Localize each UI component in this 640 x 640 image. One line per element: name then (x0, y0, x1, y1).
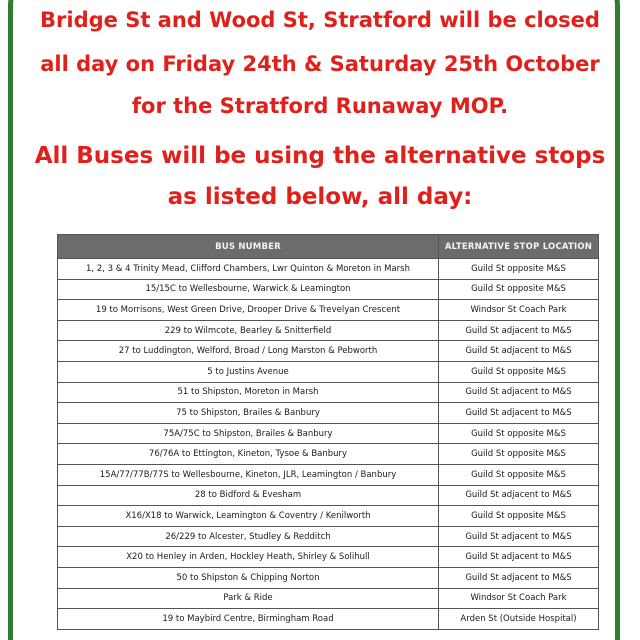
bus-number-cell: 15/15C to Wellesbourne, Warwick & Leamington (58, 279, 439, 300)
bus-number-cell: 26/229 to Alcester, Studley & Redditch (58, 526, 439, 547)
bus-number-cell: 5 to Justins Avenue (58, 361, 439, 382)
closure-notice-line-2: all day on Friday 24th & Saturday 25th October (40, 52, 600, 76)
bus-number-cell: 50 to Shipston & Chipping Norton (58, 567, 439, 588)
alternative-stop-cell: Guild St opposite M&S (439, 506, 599, 527)
bus-number-cell: 51 to Shipston, Moreton in Marsh (58, 382, 439, 403)
bus-number-cell: X16/X18 to Warwick, Leamington & Coventry / Kenilworth (58, 506, 439, 527)
alternative-stop-cell: Guild St adjacent to M&S (439, 341, 599, 362)
alternative-stop-cell: Windsor St Coach Park (439, 300, 599, 321)
alternative-stop-cell: Guild St adjacent to M&S (439, 403, 599, 424)
alternative-stop-cell: Guild St adjacent to M&S (439, 526, 599, 547)
alternative-stop-cell: Guild St adjacent to M&S (439, 485, 599, 506)
bus-number-cell: 28 to Bidford & Evesham (58, 485, 439, 506)
alternative-stop-cell: Guild St adjacent to M&S (439, 567, 599, 588)
bus-number-cell: 15A/77/77B/77S to Wellesbourne, Kineton, JLR, Leamington / Banbury (58, 464, 439, 485)
bus-number-cell: X20 to Henley in Arden, Hockley Heath, Shirley & Solihull (58, 547, 439, 568)
bus-number-cell: 19 to Maybird Centre, Birmingham Road (58, 609, 439, 630)
alternative-stop-cell: Arden St (Outside Hospital) (439, 609, 599, 630)
alternative-stop-cell: Guild St adjacent to M&S (439, 320, 599, 341)
bus-number-cell: 75 to Shipston, Brailes & Banbury (58, 403, 439, 424)
table-header-row (58, 235, 599, 259)
table-row (58, 279, 599, 300)
table-row (58, 464, 599, 485)
alternative-stop-cell: Guild St opposite M&S (439, 361, 599, 382)
bus-number-cell: 229 to Wilmcote, Bearley & Snitterfield (58, 320, 439, 341)
alternative-stop-cell: Guild St opposite M&S (439, 423, 599, 444)
table-row (58, 485, 599, 506)
closure-notice-line-3: for the Stratford Runaway MOP. (131, 94, 509, 118)
header-bus-number: BUS NUMBER (58, 235, 439, 259)
table-row (58, 361, 599, 382)
alternative-stop-cell: Guild St opposite M&S (439, 464, 599, 485)
bus-number-cell: 27 to Luddington, Welford, Broad / Long Marston & Pebworth (58, 341, 439, 362)
alternative-stops-table (57, 234, 599, 630)
header-alternative-stop: ALTERNATIVE STOP LOCATION (439, 235, 599, 259)
table-row (58, 547, 599, 568)
alternative-stop-cell: Guild St adjacent to M&S (439, 382, 599, 403)
table-row (58, 423, 599, 444)
bus-number-cell: Park & Ride (58, 588, 439, 609)
bus-number-cell: 1, 2, 3 & 4 Trinity Mead, Clifford Chambers, Lwr Quinton & Moreton in Marsh (58, 259, 439, 280)
alternative-stop-cell: Guild St opposite M&S (439, 259, 599, 280)
table-row (58, 444, 599, 465)
bus-number-cell: 19 to Morrisons, West Green Drive, Drooper Drive & Trevelyan Crescent (58, 300, 439, 321)
table-row (58, 588, 599, 609)
bus-number-cell: 75A/75C to Shipston, Brailes & Banbury (58, 423, 439, 444)
table-row (58, 609, 599, 630)
alternative-stop-cell: Windsor St Coach Park (439, 588, 599, 609)
alternative-stop-cell: Guild St opposite M&S (439, 279, 599, 300)
table-row (58, 320, 599, 341)
table-row (58, 382, 599, 403)
table-body (58, 259, 599, 630)
table-row (58, 300, 599, 321)
buses-notice-line-2: as listed below, all day: (167, 184, 473, 210)
table-row (58, 506, 599, 527)
closure-notice-line-1: Bridge St and Wood St, Stratford will be closed (40, 8, 600, 32)
table-row (58, 526, 599, 547)
alternative-stop-cell: Guild St opposite M&S (439, 444, 599, 465)
bus-number-cell: 76/76A to Ettington, Kineton, Tysoe & Banbury (58, 444, 439, 465)
table-row (58, 341, 599, 362)
table-row (58, 403, 599, 424)
table-row (58, 259, 599, 280)
buses-notice-line-1: All Buses will be using the alternative stops (34, 143, 606, 169)
alternative-stop-cell: Guild St adjacent to M&S (439, 547, 599, 568)
table-row (58, 567, 599, 588)
